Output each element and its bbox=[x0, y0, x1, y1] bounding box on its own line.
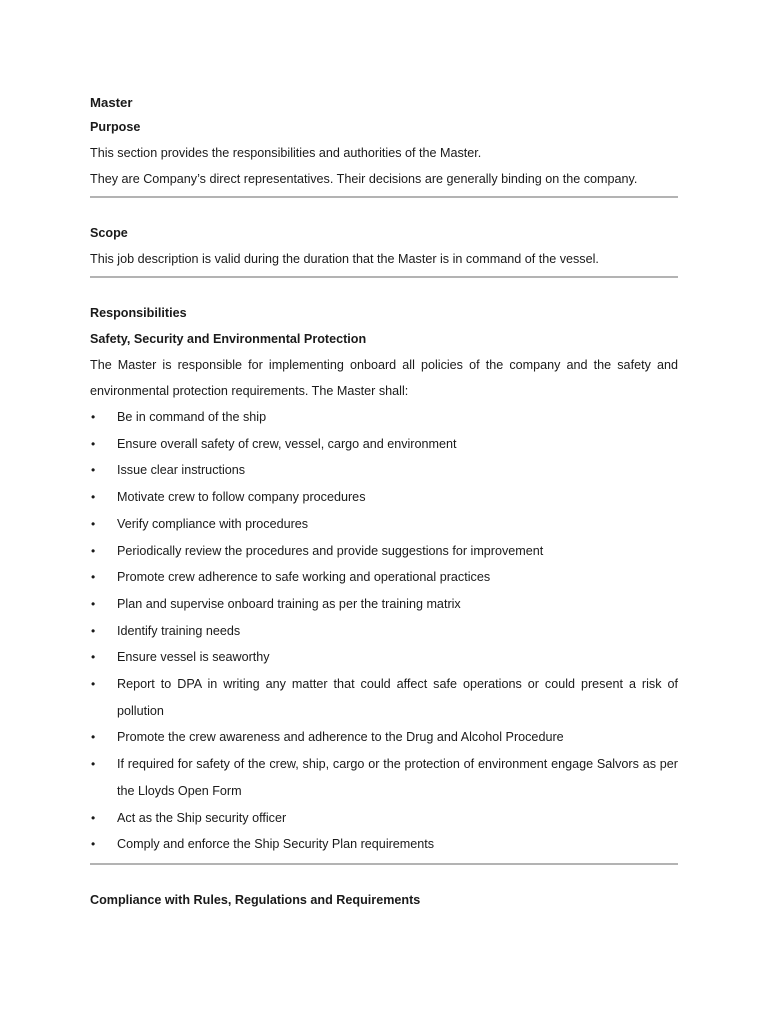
document-title: Master bbox=[90, 95, 133, 110]
list-item-text: Periodically review the procedures and provide suggestions for improvement bbox=[117, 543, 544, 558]
list-item bbox=[90, 404, 678, 431]
list-item bbox=[90, 724, 678, 751]
list-item bbox=[90, 671, 678, 724]
list-item bbox=[90, 805, 678, 832]
list-item-text: Promote the crew awareness and adherence to the Drug and Alcohol Procedure bbox=[117, 730, 564, 745]
list-item bbox=[90, 644, 678, 671]
responsibilities-list bbox=[90, 404, 678, 858]
list-item bbox=[90, 751, 678, 804]
list-item bbox=[90, 457, 678, 484]
list-item-text: Verify compliance with procedures bbox=[117, 516, 309, 531]
list-item-text: Be in command of the ship bbox=[117, 410, 267, 424]
list-item-text: Motivate crew to follow company procedures bbox=[117, 490, 366, 505]
bullet-icon: • bbox=[91, 623, 96, 638]
list-item-text: Report to DPA in writing any matter that could affect safe operations or could present a risk of pollution bbox=[117, 677, 678, 718]
list-item-text: Promote crew adherence to safe working and operational practices bbox=[117, 570, 491, 585]
list-item bbox=[90, 564, 678, 591]
list-item bbox=[90, 431, 678, 458]
scope-text: This job description is valid during the duration that the Master is in command of the vessel. bbox=[90, 252, 599, 266]
scope-heading: Scope bbox=[90, 226, 128, 240]
bullet-icon: • bbox=[91, 596, 96, 611]
document-page bbox=[90, 92, 678, 913]
list-item-text: Plan and supervise onboard training as per the training matrix bbox=[117, 596, 461, 611]
bullet-icon: • bbox=[91, 837, 96, 852]
bullet-icon: • bbox=[91, 650, 96, 665]
list-item-text: Ensure overall safety of crew, vessel, cargo and environment bbox=[117, 436, 457, 451]
list-item-text: Ensure vessel is seaworthy bbox=[117, 650, 270, 665]
bullet-icon: • bbox=[91, 677, 96, 692]
list-item bbox=[90, 591, 678, 618]
bullet-icon: • bbox=[91, 436, 96, 451]
purpose-heading: Purpose bbox=[90, 120, 141, 134]
list-item bbox=[90, 831, 678, 858]
bullet-icon: • bbox=[91, 516, 96, 531]
list-item-text: Act as the Ship security officer bbox=[117, 810, 287, 825]
purpose-line-1: This section provides the responsibilities and authorities of the Master. bbox=[90, 146, 482, 160]
bullet-icon: • bbox=[91, 730, 96, 745]
responsibilities-heading: Responsibilities bbox=[90, 306, 187, 320]
list-item-text: Issue clear instructions bbox=[117, 463, 246, 478]
bullet-icon: • bbox=[91, 810, 96, 825]
list-item bbox=[90, 484, 678, 511]
responsibilities-intro: The Master is responsible for implementing onboard all policies of the company and the safety and environmental protection requirements. The Master shall: bbox=[90, 358, 678, 398]
bullet-icon: • bbox=[91, 490, 96, 505]
bullet-icon: • bbox=[91, 463, 96, 478]
bullet-icon: • bbox=[91, 570, 96, 585]
list-item bbox=[90, 538, 678, 565]
bullet-icon: • bbox=[91, 757, 96, 772]
list-item bbox=[90, 511, 678, 538]
purpose-line-2: They are Company’s direct representatives. Their decisions are generally binding on the company. bbox=[90, 172, 638, 186]
bullet-icon: • bbox=[91, 410, 96, 424]
list-item-text: Identify training needs bbox=[117, 623, 241, 638]
list-item-text: If required for safety of the crew, ship, cargo or the protection of environment engage Salvors as per the Lloyds Open Form bbox=[117, 757, 678, 798]
list-item bbox=[90, 618, 678, 645]
compliance-heading: Compliance with Rules, Regulations and Requirements bbox=[90, 892, 421, 907]
bullet-icon: • bbox=[91, 543, 96, 558]
list-item-text: Comply and enforce the Ship Security Plan requirements bbox=[117, 837, 435, 852]
responsibilities-subheading: Safety, Security and Environmental Protection bbox=[90, 332, 367, 346]
